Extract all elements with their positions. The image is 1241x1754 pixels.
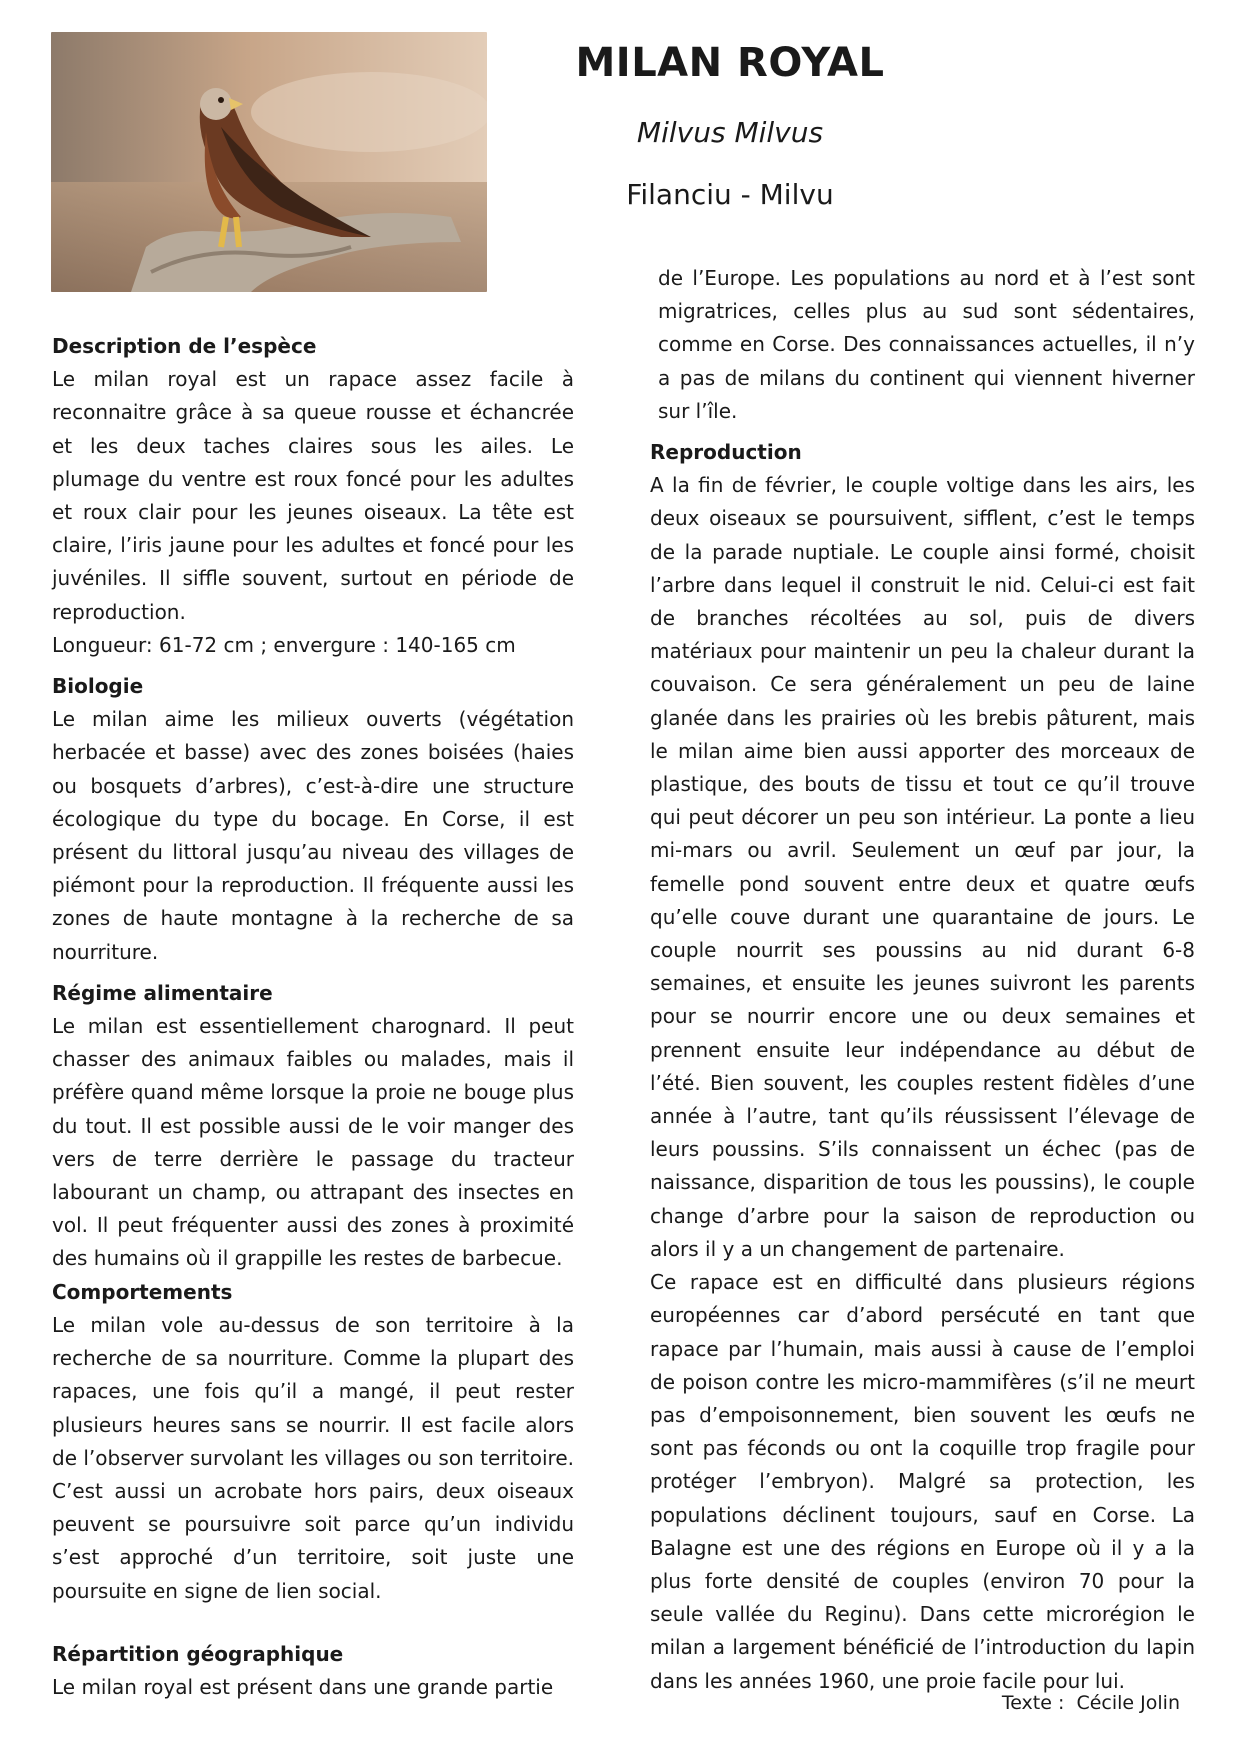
page-title: MILAN ROYAL	[575, 40, 885, 86]
comportements-heading: Comportements	[52, 1279, 233, 1304]
red-kite-icon	[51, 32, 487, 292]
comportements-text: Le milan vole au-dessus de son territoire à la recherche de sa nourriture. Comme la plupart des rapaces, une fois qu’il a mangé, il peut rester plusieurs heures sans se nourrir. Il est facile alors de l’observer survolant les villages ou son territoire. C’est aussi un acrobate hors pairs, deux oiseaux peuvent se poursuivre soit parce qu’un individu s’est approché d’un territoire, soit juste une poursuite en signe de lien social.	[52, 1312, 574, 1603]
description-heading: Description de l’espèce	[52, 334, 317, 358]
repartition-text: Le milan royal est présent dans une grande partie	[52, 1674, 554, 1699]
description-text: Le milan royal est un rapace assez facile à reconnaitre grâce à sa queue rousse et échancrée et les deux taches claires sous les ailes. Le plumage du ventre est roux foncé pour les adultes et roux clair pour les jeunes oiseaux. La tête est claire, l’iris jaune pour les adultes et foncé pour les juvéniles. Il siffle souvent, surtout en période de reproduction.	[52, 367, 574, 624]
measurements-text: Longueur: 61-72 cm ; envergure : 140-165 cm	[52, 632, 516, 657]
reproduction-heading: Reproduction	[650, 440, 802, 465]
red-kite-photo	[51, 32, 487, 292]
right-column	[650, 262, 1195, 1698]
author-name: Cécile Jolin	[1076, 1692, 1180, 1714]
repartition-continued-text: de l’Europe. Les populations au nord et à l’est sont migratrices, celles plus au sud sont sédentaires, comme en Corse. Des connaissances actuelles, il n’y a pas de milans du continent qui viennent hiverner sur l’île.	[658, 266, 1195, 423]
repartition-heading: Répartition géographique	[52, 1641, 344, 1666]
latin-name: Milvus Milvus	[636, 116, 824, 149]
biologie-text: Le milan aime les milieux ouverts (végétation herbacée et basse) avec des zones boisées (haies ou bosquets d’arbres), c’est-à-dire une structure écologique du type du bocage. En Corse, il est présent du littoral jusqu’au niveau des villages de piémont pour la reproduction. Il fréquente aussi les zones de haute montagne à la recherche de sa nourriture.	[52, 707, 574, 964]
author-credit	[950, 1692, 1180, 1714]
left-column	[52, 330, 574, 1704]
regime-text: Le milan est essentiellement charognard. Il peut chasser des animaux faibles ou malades, mais il préfère quand même lorsque la proie ne bouge plus du tout. Il est possible aussi de le voir manger des vers de terre derrière le passage du tracteur labourant un champ, ou attrapant des insectes en vol. Il peut fréquenter aussi des zones à proximité des humains où il grappille les restes de barbecue.	[52, 1014, 574, 1271]
regime-heading: Régime alimentaire	[52, 980, 273, 1005]
credit-label: Texte :	[1001, 1692, 1065, 1714]
conservation-text: Ce rapace est en difficulté dans plusieurs régions européennes car d’abord persécuté en tant que rapace par l’humain, mais aussi à cause de l’emploi de poison contre les micro-mammifères (s’il ne meurt pas d’empoisonnement, bien souvent les œufs ne sont pas féconds ou ont la coquille trop fragile pour protéger l’embryon). Malgré sa protection, les populations déclinent toujours, sauf en Corse. La Balagne est une des régions en Europe où il y a la plus forte densité de couples (environ 70 pour la seule vallée du Reginu). Dans cette microrégion le milan a largement bénéficié de l’introduction du lapin dans les années 1960, une proie facile pour lui.	[650, 1270, 1195, 1693]
local-name: Filanciu - Milvu	[626, 178, 834, 211]
biologie-heading: Biologie	[52, 674, 144, 699]
reproduction-text: A la fin de février, le couple voltige dans les airs, les deux oiseaux se poursuivent, sifflent, c’est le temps de la parade nuptiale. Le couple ainsi formé, choisit l’arbre dans lequel il construit le nid. Celui-ci est fait de branches récoltées au sol, puis de divers matériaux pour maintenir un peu la chaleur durant la couvaison. Ce sera généralement un peu de laine glanée dans les prairies où les brebis pâturent, mais le milan aime bien aussi apporter des morceaux de plastique, des bouts de tissu et tout ce qu’il trouve qui peut décorer un peu son intérieur. La ponte a lieu mi-mars ou avril. Seulement un œuf par jour, la femelle pond souvent entre deux et quatre œufs qu’elle couve durant une quarantaine de jours. Le couple nourrit ses poussins au nid durant 6-8 semaines, et ensuite les jeunes suivront les parents pour se nourrir encore une ou deux semaines et prennent ensuite leur indépendance au début de l’été. Bien souvent, les couples restent fidèles d’une année à l’autre, tant qu’ils réussissent l’élevage de leurs poussins. S’ils connaissent un échec (pas de naissance, disparition de tous les poussins), le couple change d’arbre pour la saison de reproduction ou alors il y a un changement de partenaire.	[650, 473, 1195, 1261]
